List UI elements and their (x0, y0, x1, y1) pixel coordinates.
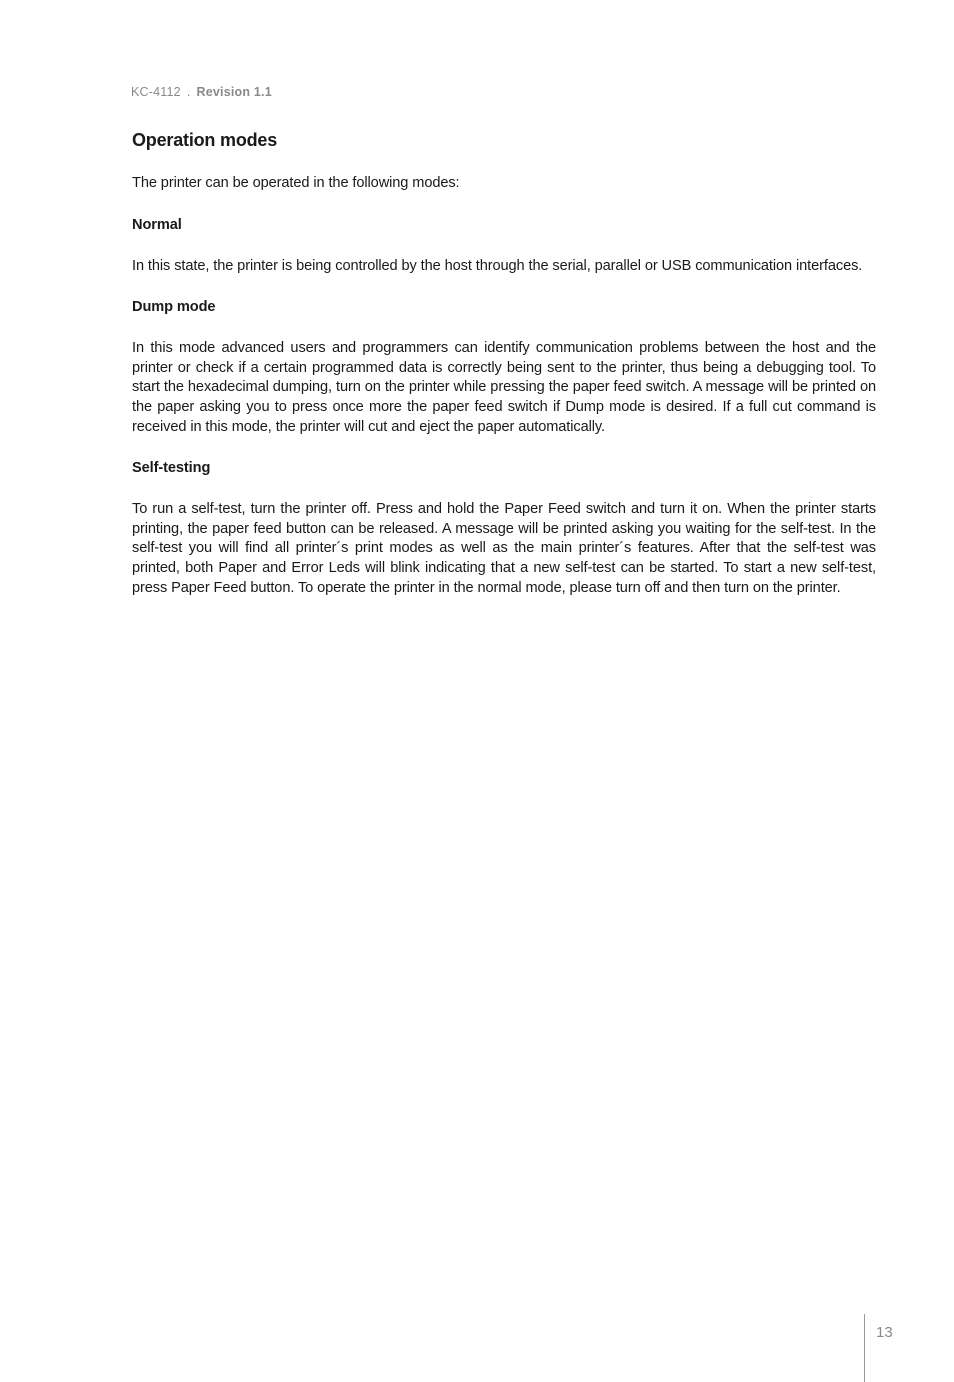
intro-paragraph: The printer can be operated in the following modes: (132, 175, 460, 191)
header-separator: . (186, 85, 191, 99)
section-body-dump-mode: In this mode advanced users and programmers can identify communication problems between the host and the printer or check if a certain programmed data is correctly being sent to the printer, thus being a debugging tool. To start the hexadecimal dumping, turn on the printer while pressing the paper feed switch. A message will be printed on the paper asking you to press once more the paper feed switch if Dump mode is desired. If a full cut command is received in this mode, the printer will cut and eject the paper automatically. (132, 340, 876, 435)
section-body-self-testing: To run a self-test, turn the printer off. Press and hold the Paper Feed switch and turn it on. When the printer starts printing, the paper feed button can be released. A message will be printed asking you waiting for the self-test. In the self-test you will find all printer´s print modes as well as the main printer´s features. After that the self-test was printed, both Paper and Error Leds will blink indicating that a new self-test can be started. To start a new self-test, press Paper Feed button. To operate the printer in the normal mode, please turn off and then turn on the printer. (132, 501, 876, 596)
section-body-normal: In this state, the printer is being controlled by the host through the serial, parallel or USB communication interfaces. (132, 257, 863, 274)
section-heading-self-testing: Self-testing (132, 460, 211, 477)
document-id: KC-4112 (131, 85, 181, 99)
revision-label: Revision 1.1 (196, 85, 272, 99)
page-content (132, 128, 876, 620)
page-number-divider (864, 1314, 865, 1382)
document-header (131, 85, 272, 99)
page-number: 13 (876, 1324, 893, 1341)
section-heading-normal: Normal (132, 216, 182, 233)
section-heading-dump-mode: Dump mode (132, 299, 216, 316)
page-title: Operation modes (132, 130, 278, 150)
